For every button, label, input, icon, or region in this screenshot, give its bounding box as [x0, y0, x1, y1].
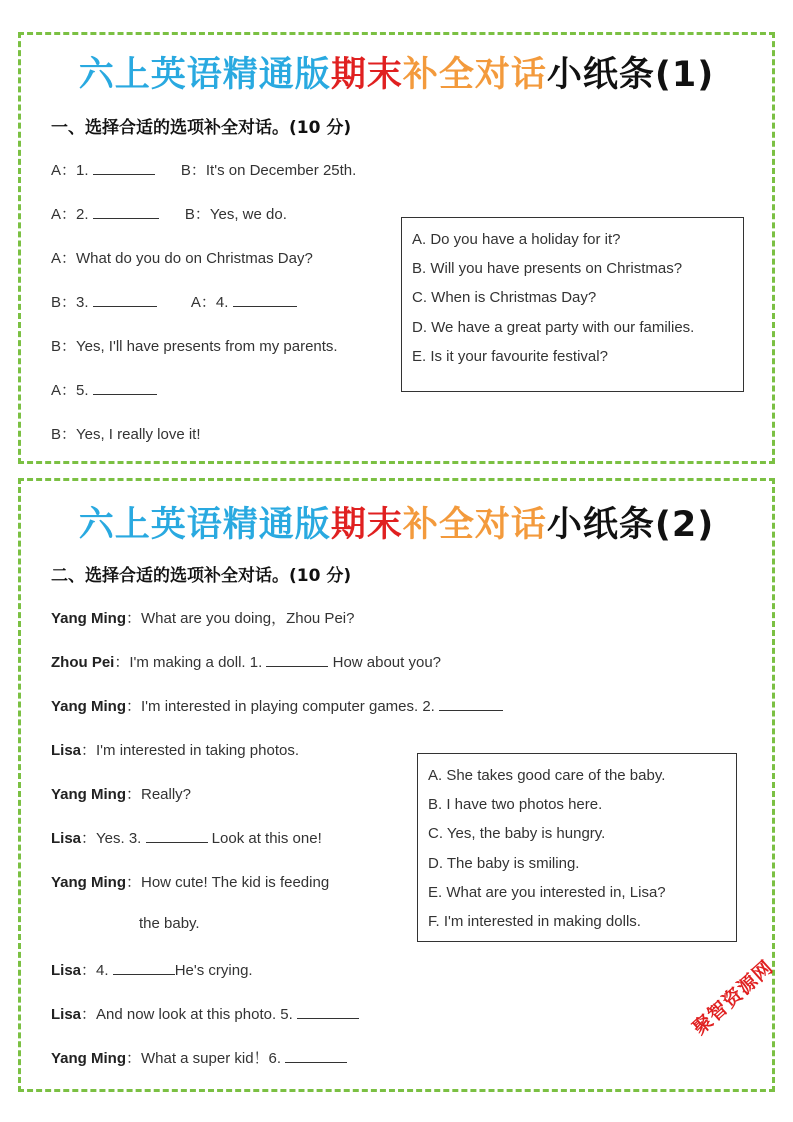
- option-item: B. Will you have presents on Christmas?: [412, 260, 683, 277]
- options-box-2: [417, 753, 737, 942]
- watermark-stamp: 聚智资源网: [688, 956, 778, 1040]
- options-box-1: [401, 217, 744, 392]
- dialogue-line: Yang Ming：I'm interested in playing computer games. 2.: [51, 695, 503, 716]
- dialogue-line: Yang Ming：What are you doing，Zhou Pei?: [51, 610, 355, 627]
- dialogue-line: A：What do you do on Christmas Day?: [51, 250, 313, 267]
- card-2-title: 六上英语精通版期末补全对话小纸条(2): [78, 505, 715, 545]
- dialogue-line: Lisa：And now look at this photo. 5.: [51, 1003, 359, 1024]
- dialogue-line: Lisa：I'm interested in taking photos.: [51, 742, 299, 759]
- option-item: B. I have two photos here.: [428, 796, 603, 813]
- section-2-heading: 二、选择合适的选项补全对话。(10 分): [51, 566, 352, 586]
- dialogue-line: Lisa：4. He's crying.: [51, 962, 253, 979]
- dialogue-line: the baby.: [139, 915, 200, 932]
- dialogue-line: Lisa：Yes. 3. Look at this one!: [51, 830, 322, 847]
- dialogue-line: Yang Ming：How cute! The kid is feeding: [51, 874, 330, 891]
- option-item: E. Is it your favourite festival?: [412, 348, 608, 365]
- option-item: C. Yes, the baby is hungry.: [428, 825, 606, 842]
- dialogue-line: Yang Ming：Really?: [51, 786, 192, 803]
- dialogue-line: B：Yes, I'll have presents from my parents.: [51, 338, 338, 355]
- dialogue-line: A：2. B：Yes, we do.: [51, 206, 287, 223]
- option-item: C. When is Christmas Day?: [412, 289, 597, 306]
- section-1-heading: 一、选择合适的选项补全对话。(10 分): [51, 118, 352, 138]
- dialogue-line: Zhou Pei：I'm making a doll. 1. How about you?: [51, 654, 442, 671]
- option-item: A. Do you have a holiday for it?: [412, 231, 621, 248]
- dialogue-line: B：Yes, I really love it!: [51, 426, 201, 443]
- option-item: D. We have a great party with our families.: [412, 319, 695, 336]
- option-item: E. What are you interested in, Lisa?: [428, 884, 666, 901]
- dialogue-line: A：5.: [51, 379, 157, 400]
- card-1-title: 六上英语精通版期末补全对话小纸条(1): [78, 55, 715, 95]
- option-item: D. The baby is smiling.: [428, 855, 580, 872]
- dialogue-line: A：1. B：It's on December 25th.: [51, 162, 357, 179]
- option-item: A. She takes good care of the baby.: [428, 767, 666, 784]
- note-card-2: [18, 478, 775, 1092]
- dialogue-line: Yang Ming：What a super kid！6.: [51, 1047, 347, 1068]
- option-item: F. I'm interested in making dolls.: [428, 913, 641, 930]
- dialogue-line: B：3. A：4.: [51, 291, 297, 312]
- note-card-1: [18, 32, 775, 464]
